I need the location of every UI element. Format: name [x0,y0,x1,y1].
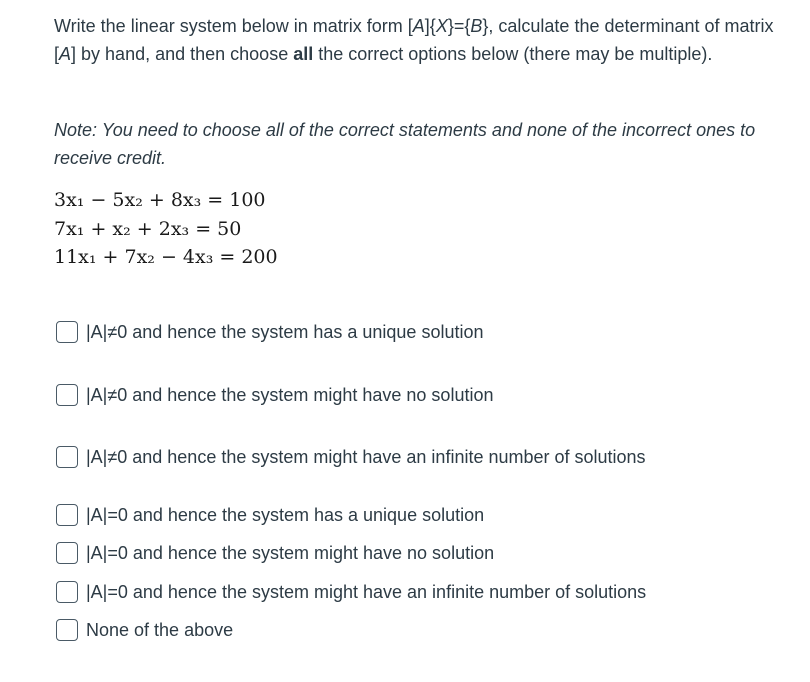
checkbox-option-2[interactable] [56,384,78,406]
option-5[interactable] [56,540,494,566]
prompt-matrix-a: A [412,16,425,36]
prompt-matrix-a-2: A [59,44,72,64]
prompt-emphasis-all: all [293,44,314,64]
option-5-label: |A|=0 and hence the system might have no solution [86,542,495,563]
linear-system [54,186,278,272]
prompt-text-5: ] by hand, and then choose [71,44,294,64]
prompt-vector-x: X [435,16,448,36]
equation-2: 7x₁ + x₂ + 2x₃ = 50 [54,217,242,240]
option-6[interactable] [56,579,646,605]
prompt-vector-b: B [470,16,483,36]
option-3[interactable] [56,444,646,470]
option-2[interactable] [56,382,493,408]
option-4-label: |A|=0 and hence the system has a unique solution [86,504,485,525]
checkbox-option-3[interactable] [56,446,78,468]
checkbox-option-4[interactable] [56,504,78,526]
prompt-text-3: }={ [447,16,471,36]
option-3-label: |A|≠0 and hence the system might have an infinite number of solutions [86,446,646,467]
checkbox-option-6[interactable] [56,581,78,603]
option-6-label: |A|=0 and hence the system might have an infinite number of solutions [86,581,647,602]
checkbox-option-1[interactable] [56,321,78,343]
checkbox-option-5[interactable] [56,542,78,564]
option-1-label: |A|≠0 and hence the system has a unique solution [86,321,484,342]
prompt-text-4: }, calculate the determinant of matrix [ [54,16,774,64]
prompt-text-2: ]{ [424,16,436,36]
prompt-text-1: Write the linear system below in matrix form [ [54,16,413,36]
option-1[interactable] [56,319,484,345]
prompt-text-6: the correct options below (there may be multiple). [313,44,713,64]
checkbox-option-7[interactable] [56,619,78,641]
option-7-label: None of the above [86,619,234,640]
question-prompt [54,12,784,68]
equation-1: 3x₁ − 5x₂ + 8x₃ = 100 [54,189,266,211]
equation-3: 11x₁ + 7x₂ − 4x₃ = 200 [54,246,278,268]
option-4[interactable] [56,502,484,528]
option-2-label: |A|≠0 and hence the system might have no solution [86,384,494,405]
option-7[interactable] [56,617,233,643]
credit-note: Note: You need to choose all of the correct statements and none of the incorrect ones to receive credit. [54,120,756,168]
